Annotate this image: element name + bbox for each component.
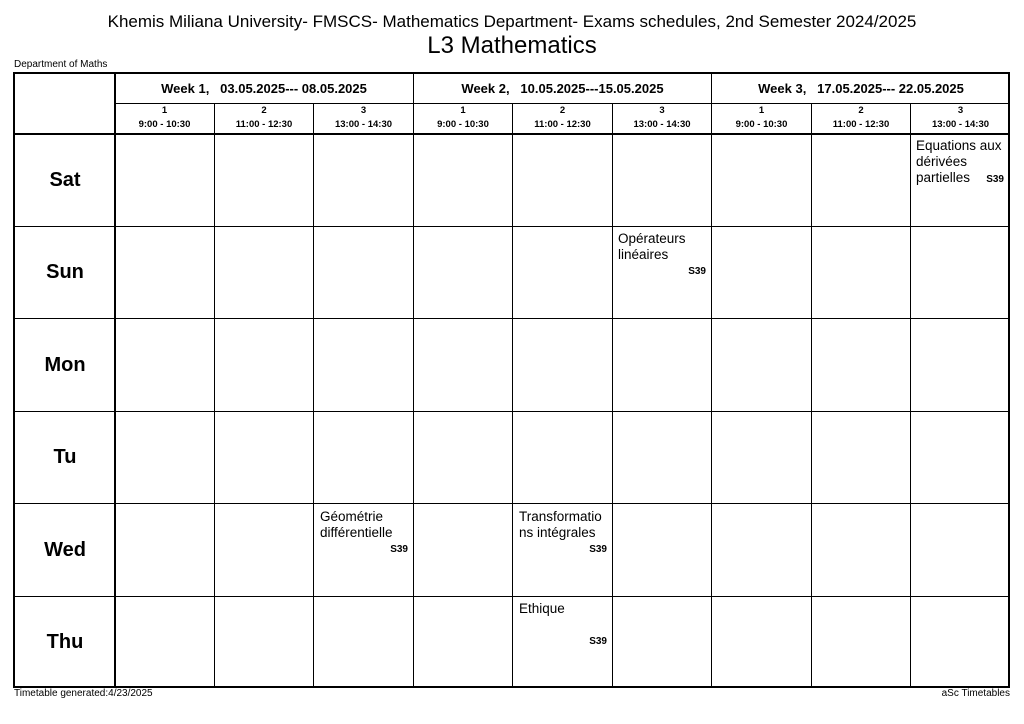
- exam-cell: [515, 507, 611, 595]
- period-header: [712, 104, 811, 134]
- exam-room: S39: [688, 266, 706, 277]
- grid-divider: [15, 503, 1008, 504]
- day-label: Mon: [44, 354, 86, 376]
- period-number: 2: [559, 105, 566, 116]
- week-header: Week 2, 10.05.2025---15.05.2025: [461, 81, 664, 96]
- exam-subject: Opérateurs linéaires: [618, 231, 686, 262]
- week-header: Week 3, 17.05.2025--- 22.05.2025: [758, 81, 964, 96]
- period-header: [613, 104, 711, 134]
- exam-subject: Equations aux dérivées partielles: [916, 138, 1002, 185]
- grid-divider: [15, 226, 1008, 227]
- exam-room: S39: [589, 544, 607, 555]
- grid-divider: [214, 104, 215, 686]
- period-number: 1: [460, 105, 466, 116]
- page-title: Khemis Miliana University- FMSCS- Mathematics Department- Exams schedules, 2nd Semester 2024/2025: [107, 12, 917, 31]
- grid-divider: [711, 74, 712, 686]
- period-time: 11:00 - 12:30: [832, 119, 890, 130]
- exam-cell: [614, 229, 710, 317]
- period-time: 11:00 - 12:30: [235, 119, 293, 130]
- department-label: Department of Maths: [14, 59, 108, 70]
- period-number: 1: [758, 105, 765, 116]
- period-time: 13:00 - 14:30: [633, 119, 691, 130]
- grid-divider: [15, 596, 1008, 597]
- exam-subject: Transformations intégrales: [519, 509, 602, 540]
- period-number: 3: [659, 105, 665, 116]
- exam-room: S39: [390, 544, 408, 555]
- period-number: 2: [858, 105, 864, 116]
- grid-divider: [512, 104, 513, 686]
- period-time: 13:00 - 14:30: [931, 119, 990, 130]
- period-time: 9:00 - 10:30: [138, 119, 191, 130]
- period-header: [911, 104, 1010, 134]
- period-time: 13:00 - 14:30: [334, 119, 393, 130]
- day-label: Thu: [46, 631, 84, 653]
- day-label: Sun: [46, 261, 84, 283]
- period-time: 9:00 - 10:30: [735, 119, 788, 130]
- grid-divider: [15, 318, 1008, 319]
- period-time: 9:00 - 10:30: [437, 119, 489, 130]
- period-number: 3: [957, 105, 964, 116]
- grid-divider: [413, 74, 414, 686]
- period-header: [314, 104, 413, 134]
- class-title: L3 Mathematics: [427, 32, 597, 59]
- period-number: 2: [261, 105, 267, 116]
- exam-subject: Ethique: [519, 601, 565, 616]
- exam-cell: [316, 507, 412, 595]
- week-header: Week 1, 03.05.2025--- 08.05.2025: [161, 81, 367, 96]
- timetable-grid: [13, 72, 1010, 688]
- grid-divider: [313, 104, 314, 686]
- period-time: 11:00 - 12:30: [534, 119, 591, 130]
- exam-cell: [912, 136, 1008, 224]
- day-label: Tu: [53, 446, 77, 468]
- exam-subject: Géométrie différentielle: [320, 509, 393, 540]
- period-number: 1: [161, 105, 168, 116]
- software-credit: aSc Timetables: [941, 688, 1010, 699]
- period-header: [513, 104, 612, 134]
- grid-divider: [811, 104, 812, 686]
- period-header: [414, 104, 512, 134]
- period-header: [812, 104, 910, 134]
- grid-divider: [910, 104, 911, 686]
- grid-divider: [612, 104, 613, 686]
- period-number: 3: [360, 105, 367, 116]
- day-label: Sat: [49, 169, 81, 191]
- period-header: [115, 104, 214, 134]
- period-header: [215, 104, 313, 134]
- exam-room: S39: [986, 174, 1004, 185]
- grid-divider: [15, 411, 1008, 412]
- generated-date: Timetable generated:4/23/2025: [14, 688, 153, 699]
- day-label: Wed: [44, 539, 86, 561]
- exam-room: S39: [589, 636, 607, 647]
- exam-cell: [515, 599, 611, 687]
